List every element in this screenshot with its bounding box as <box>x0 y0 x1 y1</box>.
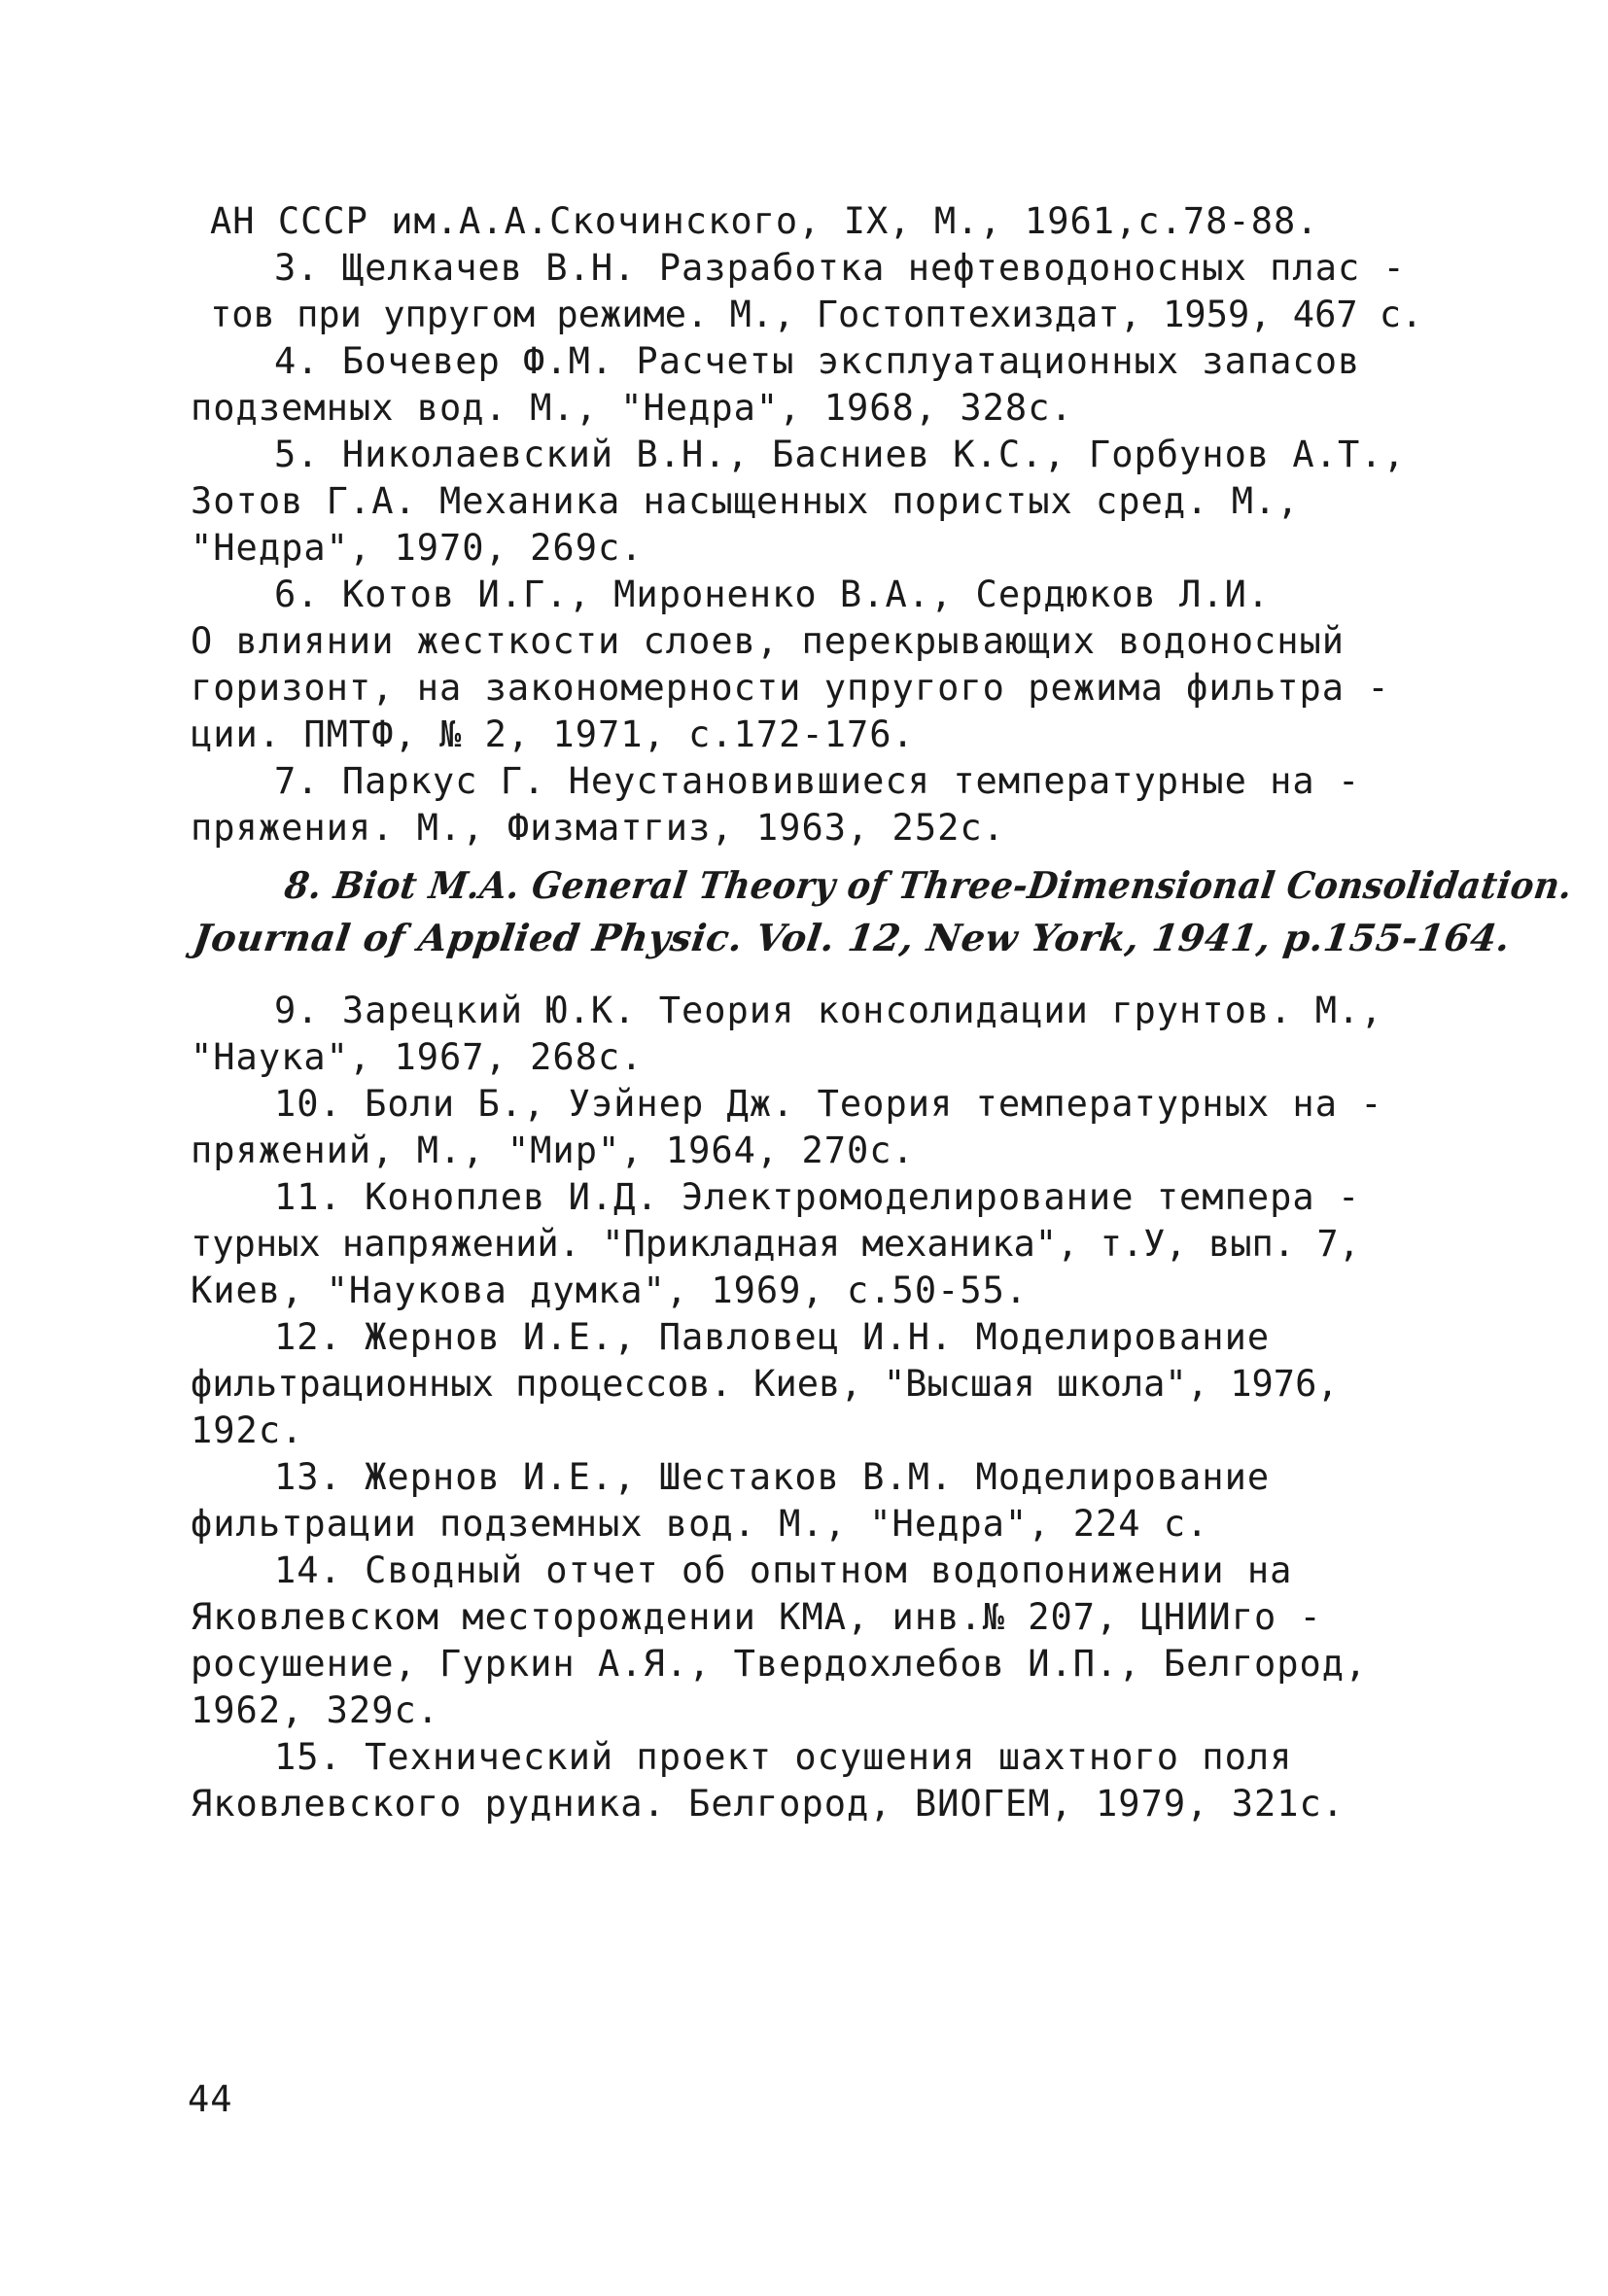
reference-line: фильтрации подземных вод. М., "Недра", 224 с. <box>191 1503 1209 1545</box>
reference-line: 12. Жернов И.Е., Павловец И.Н. Моделирование <box>274 1316 1271 1358</box>
reference-line: турных напряжений. "Прикладная механика", т.У, вып. 7, <box>191 1223 1360 1265</box>
reference-line: 3. Щелкачев В.Н. Разработка нефтеводоносных плас - <box>274 247 1406 289</box>
reference-line: 10. Боли Б., Уэйнер Дж. Теория температурных на - <box>274 1083 1383 1125</box>
reference-line: Зотов Г.А. Механика насыщенных пористых сред. М., <box>191 480 1300 522</box>
reference-line: ции. ПМТФ, № 2, 1971, с.172-176. <box>191 713 915 755</box>
reference-line: 4. Бочевер Ф.М. Расчеты эксплуатационных запасов <box>274 340 1361 382</box>
reference-line: АН СССР им.А.А.Скочинского, IX, М., 1961,с.78-88. <box>210 200 1319 242</box>
reference-line: 11. Коноплев И.Д. Электромоделирование темпера - <box>274 1176 1361 1218</box>
reference-line: 15. Технический проект осушения шахтного поля <box>274 1736 1293 1778</box>
page-number: 44 <box>188 2078 233 2120</box>
reference-line: 7. Паркус Г. Неустановившиеся температурные на - <box>274 760 1361 802</box>
reference-line: пряжений, М., "Мир", 1964, 270с. <box>191 1130 915 1171</box>
handwritten-reference-line: Journal of Applied Physic. Vol. 12, New York, 1941, p.155-164. <box>191 916 1514 959</box>
reference-line: "Недра", 1970, 269с. <box>191 527 644 569</box>
reference-line: 13. Жернов И.Е., Шестаков В.М. Моделирование <box>274 1456 1271 1498</box>
reference-line: Яковлевского рудника. Белгород, ВИОГЕМ, 1979, 321с. <box>191 1783 1346 1825</box>
reference-line: О влиянии жесткости слоев, перекрывающих водоносный <box>191 620 1346 662</box>
reference-line: 6. Котов И.Г., Мироненко В.А., Сердюков Л.И. <box>274 574 1271 615</box>
reference-line: Яковлевском месторождении КМА, инв.№ 207, ЦНИИго - <box>191 1596 1322 1638</box>
handwritten-reference-line: 8. Biot M.A. General Theory of Three-Dimensional Consolidation. <box>282 863 1576 907</box>
reference-line: 5. Николаевский В.Н., Басниев К.С., Горбунов А.Т., <box>274 434 1406 475</box>
reference-line: пряжения. М., Физматгиз, 1963, 252с. <box>191 807 1005 849</box>
reference-line: "Наука", 1967, 268с. <box>191 1036 644 1078</box>
reference-line: Киев, "Наукова думка", 1969, с.50-55. <box>191 1270 1029 1311</box>
reference-line: 14. Сводный отчет об опытном водопонижении на <box>274 1549 1293 1591</box>
reference-line: горизонт, на закономерности упругого режима фильтра - <box>191 667 1390 709</box>
reference-line: 192с. <box>191 1409 304 1451</box>
reference-line: подземных вод. М., "Недра", 1968, 328с. <box>191 387 1073 429</box>
reference-line: 1962, 329с. <box>191 1689 440 1731</box>
reference-line: фильтрационных процессов. Киев, "Высшая школа", 1976, <box>191 1363 1339 1405</box>
reference-line: 9. Зарецкий Ю.К. Теория консолидации грунтов. М., <box>274 990 1383 1031</box>
reference-line: росушение, Гуркин А.Я., Твердохлебов И.П., Белгород, <box>191 1643 1368 1685</box>
reference-line: тов при упругом режиме. М., Гостоптехиздат, 1959, 467 с. <box>210 294 1423 335</box>
